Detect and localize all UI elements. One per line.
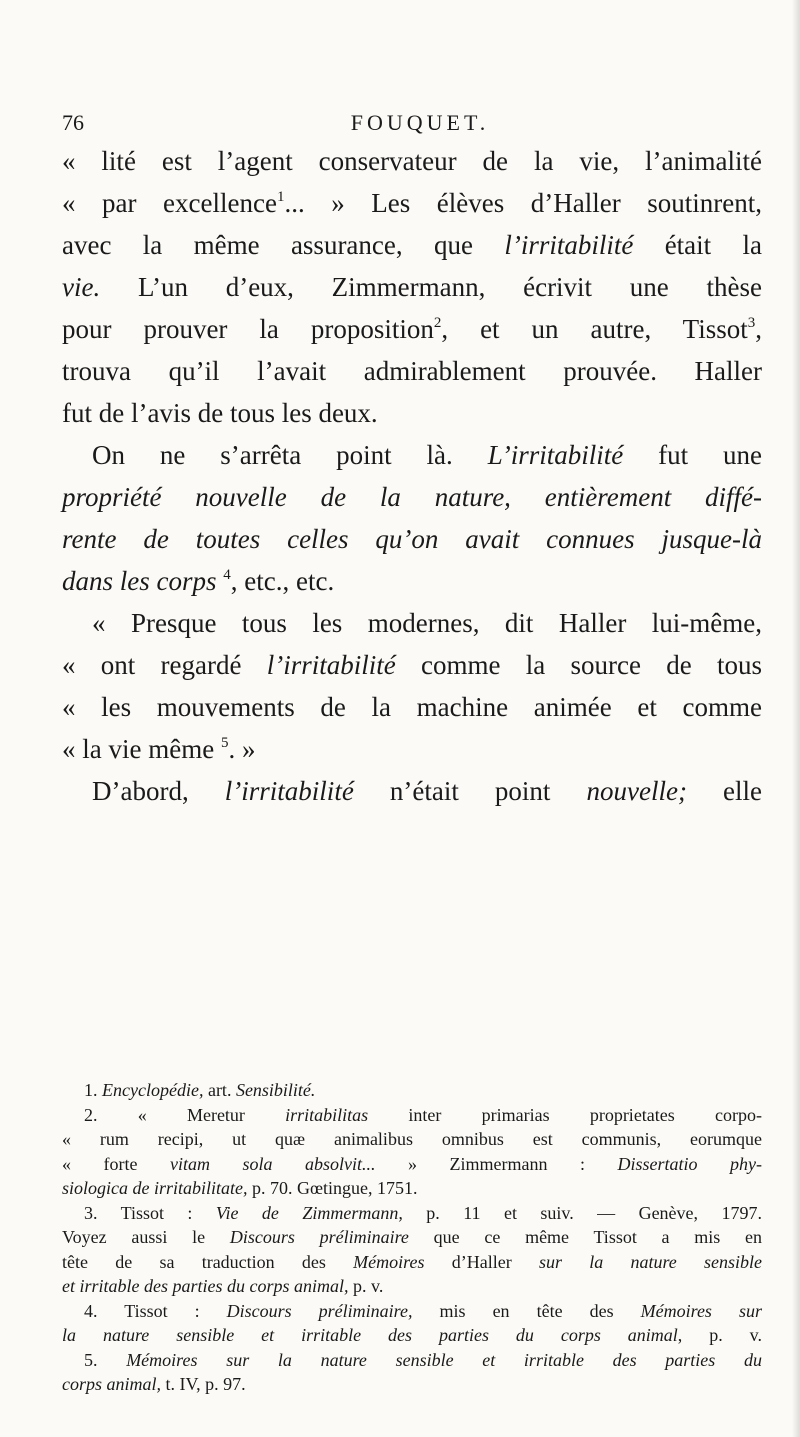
footnote-line: « forte vitam sola absolvit... » Zimmermann : Dissertatio phy- [62,1153,763,1174]
footnote-ref: 4 [223,567,231,583]
running-title: FOUQUET. [350,110,490,135]
text-line: « les mouvements de la machine animée et comme [62,692,762,722]
footnote-line: « rum recipi, ut quæ animalibus omnibus est communis, eorumque [62,1129,762,1149]
footnote-line: 2. « Meretur irritabilitas inter primarias proprietates corpo- [84,1104,762,1125]
text-line: propriété nouvelle de la nature, entièrement diffé- [62,482,762,512]
footnote-ref: 3 [747,315,756,331]
text-line: dans les corps $^4$, etc., etc. [62,566,335,596]
footnotes [62,1078,762,1397]
footnote-line: 4. Tissot : Discours préliminaire, mis en tête des Mémoires sur [84,1300,762,1321]
text-line: On ne s’arrêta point là. L’irritabilité fut une [92,440,762,470]
page-number: 76 [62,110,84,135]
text-line: « par excellence$^1$... » Les élèves d’Haller soutinrent, [62,188,762,218]
main-text [62,140,762,812]
text-line: « lité est l’agent conservateur de la vie, l’animalité [62,146,762,176]
text-line: D’abord, l’irritabilité n’était point nouvelle; elle [92,776,762,806]
text-line: « ont regardé l’irritabilité comme la source de tous [62,650,762,680]
text-line: « la vie même $^5$. » [62,734,256,764]
footnote-line: 3. Tissot : Vie de Zimmermann, p. 11 et suiv. — Genève, 1797. [84,1202,762,1223]
text-line: vie. L’un d’eux, Zimmermann, écrivit une thèse [62,272,762,302]
footnote-ref: 5 [220,735,229,751]
footnote-line: siologica de irritabilitate, p. 70. Gœtingue, 1751. [62,1178,418,1198]
footnote-line: tête de sa traduction des Mémoires d’Haller sur la nature sensible [62,1251,763,1272]
text-line: avec la même assurance, que l’irritabilité était la [62,230,762,260]
text-line: rente de toutes celles qu’on avait connues jusque-là [62,524,762,554]
footnote-ref: 1 [276,189,285,205]
footnote-ref: 2 [433,315,442,331]
footnote-line: 5. Mémoires sur la nature sensible et irritable des parties du [84,1349,762,1370]
page-header [0,110,800,140]
text-line: pour prouver la proposition$^2$, et un autre, Tissot$^3$, [62,314,762,344]
text-line: trouva qu’il l’avait admirablement prouvée. Haller [62,356,762,386]
text-line: fut de l’avis de tous les deux. [62,398,378,428]
footnote-line: la nature sensible et irritable des parties du corps animal, p. v. [62,1325,762,1345]
footnote-line: corps animal, t. IV, p. 97. [62,1374,246,1394]
footnote-line: Voyez aussi le Discours préliminaire que ce même Tissot a mis en [62,1227,762,1247]
footnote-line: 1. Encyclopédie, art. Sensibilité. [84,1080,316,1100]
footnote-line: et irritable des parties du corps animal, p. v. [62,1276,384,1296]
page-edge-shadow [792,0,800,1437]
text-line: « Presque tous les modernes, dit Haller lui-même, [92,608,762,638]
